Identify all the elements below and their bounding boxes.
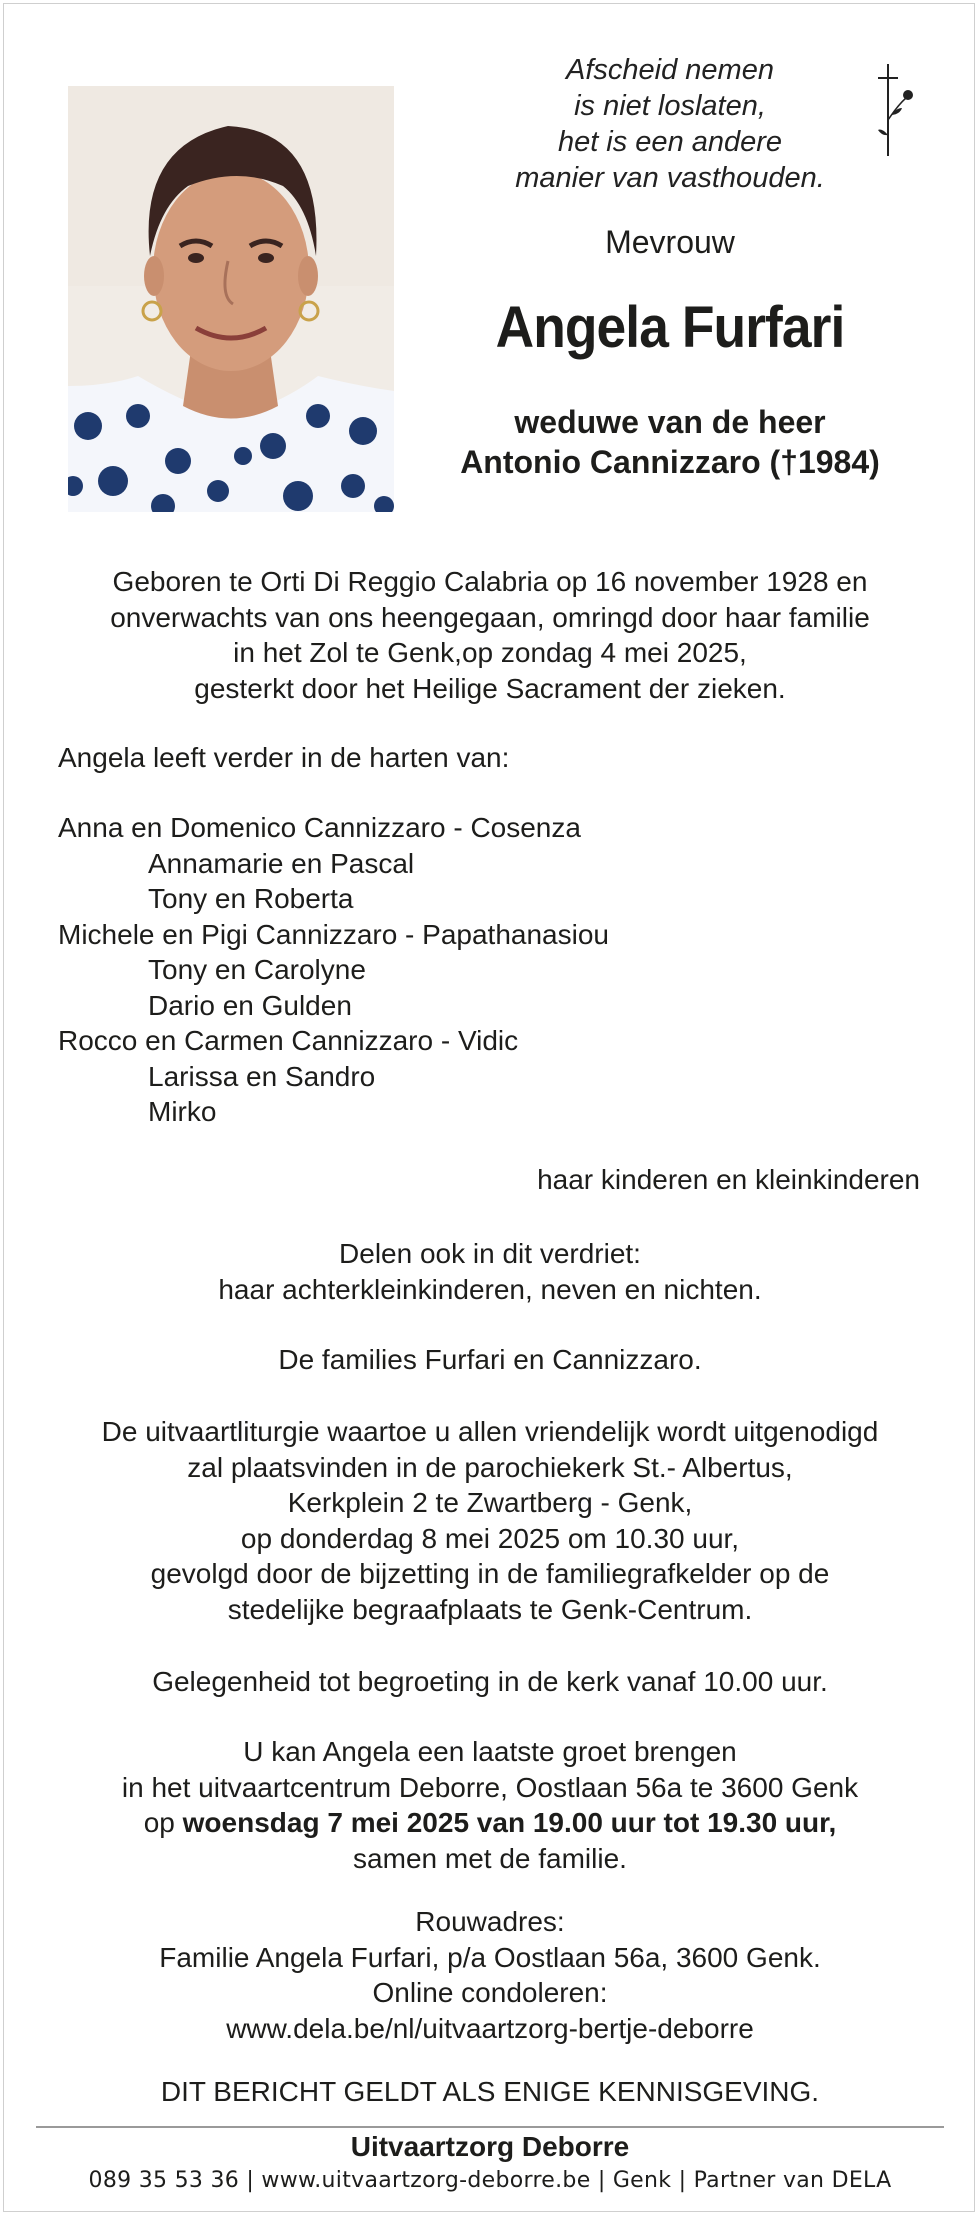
share-grief [40,1236,940,1307]
deceased-name: Angela Furfari [495,295,845,360]
salutation: Mevrouw [605,224,735,260]
visit-paragraph [40,1734,940,1876]
family-member: Tony en Roberta [148,883,354,914]
visit-date-bold: woensdag 7 mei 2025 van 19.00 uur tot 19.30 uur, [182,1807,837,1838]
families-text: De families Furfari en Cannizzaro. [278,1344,702,1375]
visit-line-3 [40,1805,940,1841]
poem-line: Afscheid nemen [566,54,774,86]
family-member: Michele en Pigi Cannizzaro - Papathanasiou [58,918,609,950]
footer-contact: 089 35 53 36 | www.uitvaartzorg-deborre.be | Genk | Partner van DELA [88,2168,892,2193]
funeral-line: gevolgd door de bijzetting in de familiegrafkelder op de [150,1558,830,1589]
birth-line: onverwachts van ons heengegaan, omringd door haar familie [110,601,870,633]
family-member: Rocco en Carmen Cannizzaro - Vidic [58,1025,519,1056]
online-label: Online condoleren: [372,1977,608,2008]
visit-line: samen met de familie. [353,1842,627,1874]
funeral-line: stedelijke begraafplaats te Genk-Centrum. [227,1593,753,1625]
family-member: Tony en Carolyne [148,954,366,985]
widow-line-2: Antonio Cannizzaro (†1984) [460,444,880,480]
address-block [40,1904,940,2046]
footer-divider [36,2126,944,2128]
poem-quote [460,52,880,196]
visit-line: in het uitvaartcentrum Deborre, Oostlaan 56a te 3600 Genk [121,1771,859,1803]
visit-prefix: op [143,1807,183,1838]
children-label: haar kinderen en kleinkinderen [537,1164,920,1195]
poem-line: is niet loslaten, [574,90,766,122]
funeral-line: op donderdag 8 mei 2025 om 10.30 uur, [240,1522,740,1554]
notice-line [40,2074,940,2110]
greeting-line [40,1664,940,1700]
family-list [58,810,958,1130]
family-member: Anna en Domenico Cannizzaro - Cosenza [58,812,581,843]
birth-line: Geboren te Orti Di Reggio Calabria op 16 november 1928 en [112,566,868,597]
address-line: Familie Angela Furfari, p/a Oostlaan 56a, 3600 Genk. [159,1941,821,1973]
address-label: Rouwadres: [415,1906,565,1937]
funeral-line: Kerkplein 2 te Zwartberg - Genk, [287,1487,693,1518]
birth-line: gesterkt door het Heilige Sacrament der zieken. [194,672,786,704]
birth-line: in het Zol te Genk,op zondag 4 mei 2025, [233,637,747,668]
family-member: Annamarie en Pascal [148,847,415,879]
families-line [40,1342,940,1378]
notice-text: DIT BERICHT GELDT ALS ENIGE KENNISGEVING. [160,2076,820,2107]
funeral-line: zal plaatsvinden in de parochiekerk St.- Albertus, [187,1451,793,1483]
family-member: Larissa en Sandro [148,1060,376,1092]
condolence-url[interactable]: www.dela.be/nl/uitvaartzorg-bertje-deborre [226,2012,754,2044]
lives-on-text [58,740,958,776]
family-member: Dario en Gulden [148,989,352,1021]
funeral-paragraph [40,1414,940,1627]
share-grief-line: Delen ook in dit verdriet: [339,1238,641,1269]
birth-paragraph [40,564,940,706]
family-member: Mirko [148,1096,217,1127]
lives-on-line: Angela leeft verder in de harten van: [58,742,510,773]
funeral-line: De uitvaartliturgie waartoe u allen vriendelijk wordt uitgenodigd [101,1416,879,1447]
widow-line-1: weduwe van de heer [514,404,826,440]
poem-line: het is een andere [557,126,783,158]
share-grief-line: haar achterkleinkinderen, neven en nichten. [218,1273,762,1305]
poem-line: manier van vasthouden. [515,162,825,194]
portrait-photo [68,86,394,512]
greeting-text: Gelegenheid tot begroeting in de kerk vanaf 10.00 uur. [152,1666,828,1697]
footer-company: Uitvaartzorg Deborre [350,2131,630,2162]
visit-line: U kan Angela een laatste groet brengen [243,1736,737,1767]
